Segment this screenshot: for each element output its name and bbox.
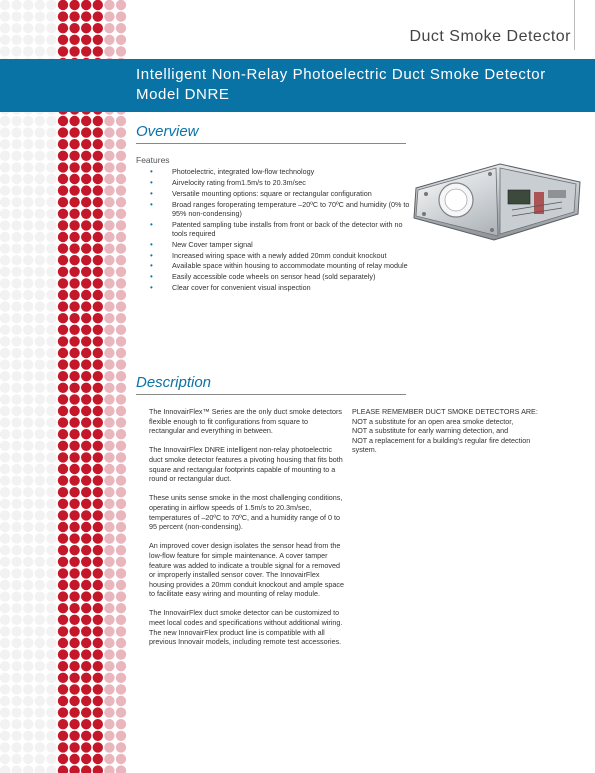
reminder-heading: PLEASE REMEMBER DUCT SMOKE DETECTORS ARE: <box>352 407 538 416</box>
feature-item: • Easily accessible code wheels on sensor head (sold separately) <box>150 273 412 282</box>
reminder-line: NOT a replacement for a building's regular fire detection system. <box>352 435 531 455</box>
feature-item: • Clear cover for convenient visual inspection <box>150 284 412 293</box>
description-paragraph: An improved cover design isolates the sensor head from the low-flow feature for simple maintenance. A cover tamper feature was added to indicate a trouble signal for a removed or improperly installed sensor cover. The InnovairFlex housing provides a 20mm conduit knockout and ample space to facilitate easy wiring and mounting of relay module. <box>149 541 344 599</box>
description-heading: Description <box>136 374 212 391</box>
description-paragraph: The InnovairFlex DNRE intelligent non-relay photoelectric duct smoke detector features a pivoting housing that fits both square and rectangular footprints capable of mounting to a round or rectangular duct. <box>149 445 343 484</box>
title-banner <box>0 59 595 112</box>
overview-heading: Overview <box>136 123 199 140</box>
product-photo-duct-detector <box>412 160 582 242</box>
description-rule <box>136 394 406 395</box>
banner-title <box>136 65 576 105</box>
reminder-line: NOT a substitute for an open area smoke detector, <box>352 416 514 426</box>
feature-item: • Versatile mounting options: square or rectangular configuration <box>150 190 412 199</box>
feature-item: • Airvelocity rating from1.5m/s to 20.3m/sec <box>150 179 412 188</box>
banner-title-line1: Intelligent Non-Relay Photoelectric Duct Smoke Detector <box>136 66 546 83</box>
feature-item: • Increased wiring space with a newly added 20mm conduit knockout <box>150 252 412 261</box>
decorative-dot-pattern <box>0 0 130 773</box>
page-header-title: Duct Smoke Detector <box>409 28 571 45</box>
feature-item: • Patented sampling tube installs from front or back of the detector with no tools required <box>150 221 412 239</box>
overview-rule <box>136 143 406 144</box>
description-paragraph: The InnovairFlex™ Series are the only duct smoke detectors flexible enough to fit configurations from square to rectangular and everything in between. <box>149 407 342 436</box>
features-label: Features <box>136 155 170 165</box>
description-left-column <box>149 407 345 656</box>
feature-item: • New Cover tamper signal <box>150 241 412 250</box>
features-list <box>150 168 412 295</box>
banner-title-line2: Model DNRE <box>136 86 230 103</box>
description-paragraph: The InnovairFlex duct smoke detector can be customized to meet local codes and specifications without additional wiring. The new InnovairFlex product line is compatible with all previous Innovair models, including remote test accessories. <box>149 608 343 647</box>
corner-rule <box>574 0 575 50</box>
description-paragraph: These units sense smoke in the most challenging conditions, operating in airflow speeds of 1.5m/s to 20.3m/sec, temperatures of –20ºC to 70ºC, and a humidity range of 0 to 95 percent (non-condensing). <box>149 493 343 532</box>
description-right-column <box>352 407 548 455</box>
feature-item: • Photoelectric, integrated low-flow technology <box>150 168 412 177</box>
feature-item: • Broad ranges foroperating temperature –20ºC to 70ºC and humidity (0% to 95% non-condensing) <box>150 201 412 219</box>
feature-item: • Available space within housing to accommodate mounting of relay module <box>150 262 412 271</box>
reminder-line: NOT a substitute for early warning detection, and <box>352 426 509 436</box>
